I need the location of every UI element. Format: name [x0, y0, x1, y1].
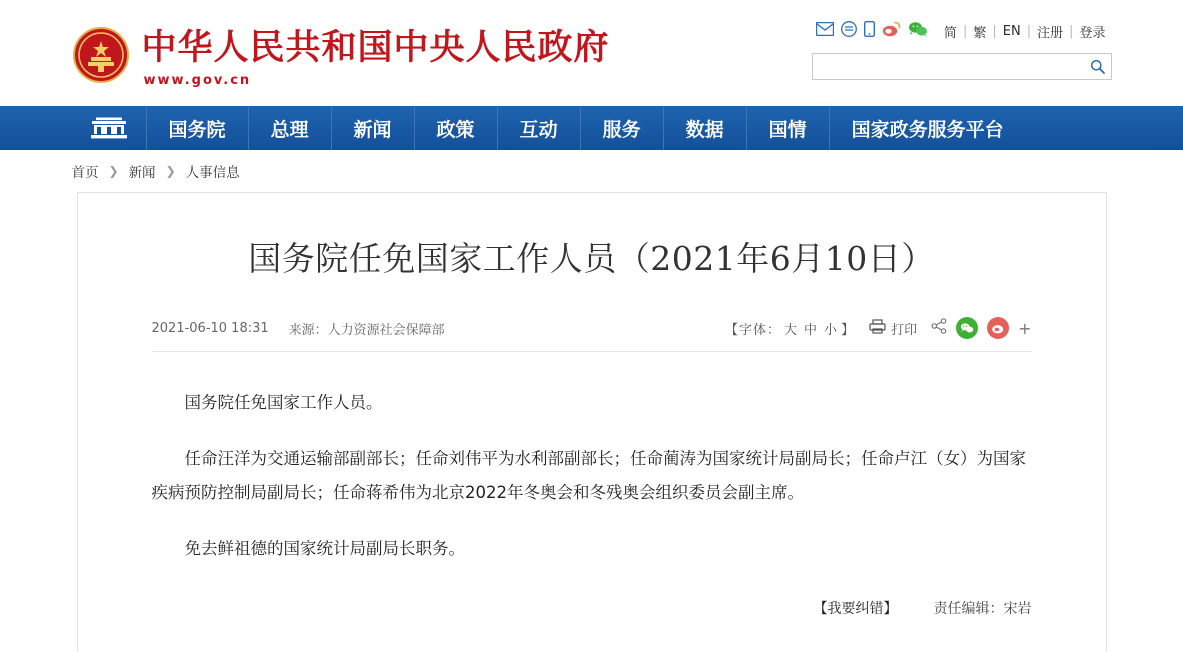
link-separator: | [962, 23, 968, 39]
link-separator: | [1069, 23, 1074, 39]
header-icon-group [816, 21, 928, 41]
breadcrumb [72, 150, 1112, 192]
nav-item-zongli[interactable]: 总理 [249, 106, 332, 150]
wechat-icon[interactable] [908, 21, 928, 41]
page-title: 国务院任免国家工作人员（2021年6月10日） [248, 239, 935, 278]
share-icon[interactable] [931, 318, 947, 338]
nav-item-zhengce[interactable]: 政策 [415, 106, 498, 150]
site-title-cn: 中华人民共和国中央人民政府 [141, 27, 610, 68]
link-english[interactable]: EN [1002, 23, 1021, 39]
article-meta [152, 313, 1032, 343]
nav-item-fuwu[interactable]: 服务 [581, 106, 664, 150]
site-header [0, 0, 1183, 106]
breadcrumb-home[interactable]: 首页 [71, 165, 99, 181]
wechat-share-icon[interactable] [956, 317, 978, 339]
rss-icon[interactable] [841, 21, 857, 41]
article-sheet [77, 192, 1107, 652]
search-icon[interactable] [1085, 55, 1111, 78]
report-error-button[interactable]: 【我要纠错】 [813, 601, 898, 617]
home-gate-icon[interactable] [72, 106, 147, 150]
weibo-share-icon[interactable] [987, 317, 1009, 339]
breadcrumb-separator: ❯ [108, 164, 119, 178]
fontsize-label: 【字体： [725, 322, 782, 338]
printer-icon [869, 319, 886, 338]
article-date: 2021-06-10 18:31 [151, 320, 269, 336]
fontsize-small[interactable]: 小 [824, 322, 839, 338]
weibo-icon[interactable] [882, 21, 901, 41]
link-separator: | [992, 23, 997, 39]
article-editor: 责任编辑：宋岩 [933, 601, 1032, 617]
article-paragraph: 免去鲜祖德的国家统计局副局长职务。 [184, 539, 465, 558]
search-box[interactable] [812, 53, 1112, 80]
article-paragraph: 任命汪洋为交通运输部副部长；任命刘伟平为水利部副部长；任命蔺涛为国家统计局副局长；任命卢江（女）为国家疾病预防控制局副局长；任命蒋希伟为北京2022年冬奥会和冬残奥会组织委员会副主席。 [151, 449, 1026, 502]
article-source [289, 319, 445, 338]
print-button[interactable] [869, 319, 917, 338]
breadcrumb-personnel[interactable]: 人事信息 [185, 165, 240, 181]
site-title-en: www.gov.cn [143, 73, 252, 88]
nav-item-zhengwufuwu[interactable]: 国家政务服务平台 [851, 118, 1004, 141]
fontsize-control [725, 319, 855, 338]
article-paragraph: 国务院任免国家工作人员。 [184, 393, 383, 412]
more-share-icon[interactable]: + [1018, 318, 1032, 338]
header-utilities [812, 20, 1112, 80]
main-navigation [0, 106, 1183, 150]
breadcrumb-news[interactable]: 新闻 [128, 165, 156, 181]
article-source-label: 来源： [288, 322, 328, 338]
article-source-value[interactable]: 人力资源社会保障部 [327, 322, 445, 338]
fontsize-label-end: 】 [841, 322, 856, 338]
meta-divider [152, 351, 1032, 352]
nav-item-hudong[interactable]: 互动 [498, 106, 581, 150]
share-group [931, 317, 1031, 339]
article-body [152, 386, 1032, 566]
mobile-icon[interactable] [864, 21, 875, 41]
nav-item-shuju[interactable]: 数据 [664, 106, 747, 150]
article-footer [152, 598, 1032, 618]
national-emblem-icon [72, 26, 130, 84]
fontsize-large[interactable]: 大 [784, 322, 799, 338]
nav-item-xinwen[interactable]: 新闻 [332, 106, 415, 150]
link-register[interactable]: 注册 [1037, 25, 1064, 41]
mail-icon[interactable] [816, 22, 834, 40]
link-simplified[interactable]: 简 [943, 25, 957, 41]
site-title[interactable] [142, 28, 610, 88]
header-links [938, 22, 1112, 41]
nav-item-guoqing[interactable]: 国情 [747, 106, 830, 150]
link-traditional[interactable]: 繁 [973, 25, 987, 41]
link-login[interactable]: 登录 [1079, 25, 1106, 41]
print-label: 打印 [891, 322, 918, 338]
breadcrumb-separator: ❯ [165, 164, 176, 178]
article [152, 193, 1032, 618]
fontsize-medium[interactable]: 中 [804, 322, 819, 338]
search-input[interactable] [813, 54, 1085, 79]
link-separator: | [1026, 23, 1032, 39]
nav-item-guowuyuan[interactable]: 国务院 [147, 106, 249, 150]
